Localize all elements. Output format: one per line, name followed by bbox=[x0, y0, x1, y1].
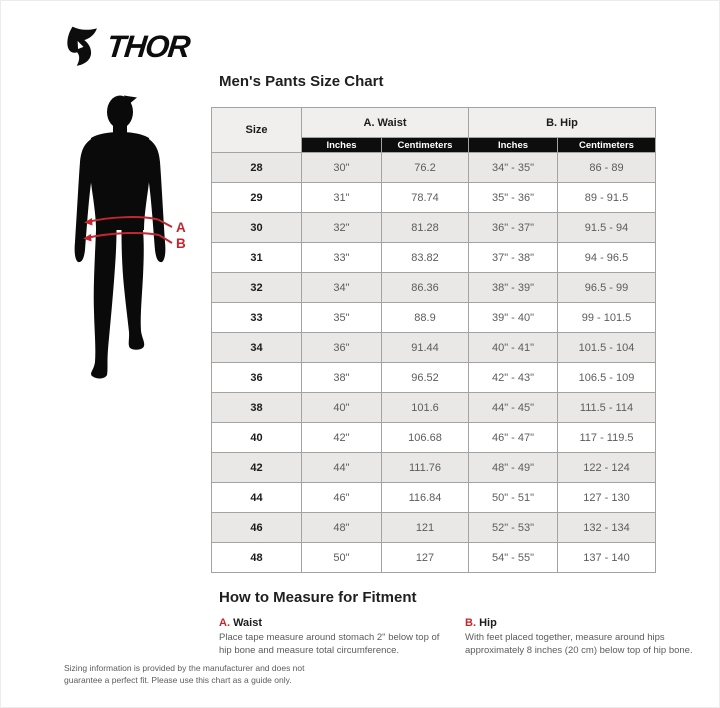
table-row bbox=[212, 153, 656, 183]
value-cell: 50" - 51" bbox=[469, 483, 558, 513]
table-row bbox=[212, 453, 656, 483]
value-cell: 44" bbox=[302, 453, 382, 483]
value-cell: 81.28 bbox=[382, 213, 469, 243]
page-title: Men's Pants Size Chart bbox=[219, 73, 384, 90]
table-group-header-row bbox=[212, 108, 656, 138]
measure-hip-heading bbox=[465, 617, 693, 629]
size-cell: 33 bbox=[212, 303, 302, 333]
table-row bbox=[212, 393, 656, 423]
measure-hip-name: Hip bbox=[479, 617, 497, 629]
size-table-body bbox=[212, 153, 656, 573]
measure-waist-letter: A. bbox=[219, 617, 230, 629]
size-cell: 46 bbox=[212, 513, 302, 543]
value-cell: 40" bbox=[302, 393, 382, 423]
value-cell: 38" bbox=[302, 363, 382, 393]
thor-helmet-icon bbox=[65, 25, 102, 67]
size-cell: 36 bbox=[212, 363, 302, 393]
measure-hip-text: With feet placed together, measure around hips approximately 8 inches (20 cm) below top of hip bone. bbox=[465, 632, 693, 657]
value-cell: 91.5 - 94 bbox=[558, 213, 656, 243]
waist-inches-header: Inches bbox=[302, 138, 382, 153]
measure-waist-block bbox=[219, 617, 447, 658]
measure-hip-block bbox=[465, 617, 693, 658]
value-cell: 50" bbox=[302, 543, 382, 573]
value-cell: 117 - 119.5 bbox=[558, 423, 656, 453]
size-cell: 48 bbox=[212, 543, 302, 573]
brand-wordmark: THOR bbox=[105, 28, 191, 64]
value-cell: 137 - 140 bbox=[558, 543, 656, 573]
size-cell: 40 bbox=[212, 423, 302, 453]
value-cell: 39" - 40" bbox=[469, 303, 558, 333]
value-cell: 86.36 bbox=[382, 273, 469, 303]
value-cell: 101.5 - 104 bbox=[558, 333, 656, 363]
value-cell: 34" - 35" bbox=[469, 153, 558, 183]
value-cell: 76.2 bbox=[382, 153, 469, 183]
value-cell: 31" bbox=[302, 183, 382, 213]
value-cell: 94 - 96.5 bbox=[558, 243, 656, 273]
value-cell: 116.84 bbox=[382, 483, 469, 513]
value-cell: 83.82 bbox=[382, 243, 469, 273]
waist-centimeters-header: Centimeters bbox=[382, 138, 469, 153]
measure-waist-name: Waist bbox=[233, 617, 262, 629]
table-row bbox=[212, 423, 656, 453]
value-cell: 44" - 45" bbox=[469, 393, 558, 423]
value-cell: 35" bbox=[302, 303, 382, 333]
value-cell: 32" bbox=[302, 213, 382, 243]
size-cell: 34 bbox=[212, 333, 302, 363]
value-cell: 42" - 43" bbox=[469, 363, 558, 393]
table-row bbox=[212, 303, 656, 333]
measure-hip-letter: B. bbox=[465, 617, 476, 629]
value-cell: 36" - 37" bbox=[469, 213, 558, 243]
value-cell: 33" bbox=[302, 243, 382, 273]
value-cell: 96.5 - 99 bbox=[558, 273, 656, 303]
hip-inches-header: Inches bbox=[469, 138, 558, 153]
how-to-measure-section bbox=[219, 589, 693, 658]
value-cell: 99 - 101.5 bbox=[558, 303, 656, 333]
size-cell: 31 bbox=[212, 243, 302, 273]
how-to-measure-title: How to Measure for Fitment bbox=[219, 589, 417, 606]
value-cell: 40" - 41" bbox=[469, 333, 558, 363]
value-cell: 127 bbox=[382, 543, 469, 573]
table-row bbox=[212, 183, 656, 213]
value-cell: 52" - 53" bbox=[469, 513, 558, 543]
value-cell: 111.76 bbox=[382, 453, 469, 483]
value-cell: 89 - 91.5 bbox=[558, 183, 656, 213]
table-row bbox=[212, 213, 656, 243]
hip-group-header: B. Hip bbox=[469, 108, 656, 138]
size-table bbox=[211, 107, 656, 573]
size-cell: 29 bbox=[212, 183, 302, 213]
value-cell: 111.5 - 114 bbox=[558, 393, 656, 423]
value-cell: 86 - 89 bbox=[558, 153, 656, 183]
table-row bbox=[212, 243, 656, 273]
size-cell: 32 bbox=[212, 273, 302, 303]
size-cell: 44 bbox=[212, 483, 302, 513]
table-row bbox=[212, 543, 656, 573]
value-cell: 37" - 38" bbox=[469, 243, 558, 273]
value-cell: 96.52 bbox=[382, 363, 469, 393]
value-cell: 38" - 39" bbox=[469, 273, 558, 303]
value-cell: 91.44 bbox=[382, 333, 469, 363]
table-row bbox=[212, 513, 656, 543]
value-cell: 88.9 bbox=[382, 303, 469, 333]
measurement-figure bbox=[61, 91, 206, 391]
value-cell: 122 - 124 bbox=[558, 453, 656, 483]
table-row bbox=[212, 273, 656, 303]
value-cell: 34" bbox=[302, 273, 382, 303]
value-cell: 42" bbox=[302, 423, 382, 453]
measure-waist-text: Place tape measure around stomach 2" below top of hip bone and measure total circumference. bbox=[219, 632, 440, 657]
value-cell: 46" bbox=[302, 483, 382, 513]
value-cell: 132 - 134 bbox=[558, 513, 656, 543]
measure-waist-heading bbox=[219, 617, 447, 629]
sizing-disclaimer: Sizing information is provided by the manufacturer and does not guarantee a perfect fit. Please use this chart as a guide only. bbox=[64, 663, 305, 686]
value-cell: 54" - 55" bbox=[469, 543, 558, 573]
value-cell: 30" bbox=[302, 153, 382, 183]
waist-group-header: A. Waist bbox=[302, 108, 469, 138]
waist-label: A bbox=[176, 220, 186, 235]
hip-label: B bbox=[176, 236, 186, 251]
size-cell: 38 bbox=[212, 393, 302, 423]
value-cell: 106.68 bbox=[382, 423, 469, 453]
value-cell: 36" bbox=[302, 333, 382, 363]
thor-logo bbox=[65, 25, 189, 67]
hip-centimeters-header: Centimeters bbox=[558, 138, 656, 153]
table-row bbox=[212, 333, 656, 363]
value-cell: 127 - 130 bbox=[558, 483, 656, 513]
size-cell: 30 bbox=[212, 213, 302, 243]
value-cell: 106.5 - 109 bbox=[558, 363, 656, 393]
value-cell: 101.6 bbox=[382, 393, 469, 423]
value-cell: 48" bbox=[302, 513, 382, 543]
size-column-header: Size bbox=[212, 108, 302, 153]
value-cell: 121 bbox=[382, 513, 469, 543]
size-cell: 28 bbox=[212, 153, 302, 183]
value-cell: 78.74 bbox=[382, 183, 469, 213]
value-cell: 48" - 49" bbox=[469, 453, 558, 483]
size-cell: 42 bbox=[212, 453, 302, 483]
table-row bbox=[212, 363, 656, 393]
value-cell: 46" - 47" bbox=[469, 423, 558, 453]
value-cell: 35" - 36" bbox=[469, 183, 558, 213]
table-row bbox=[212, 483, 656, 513]
